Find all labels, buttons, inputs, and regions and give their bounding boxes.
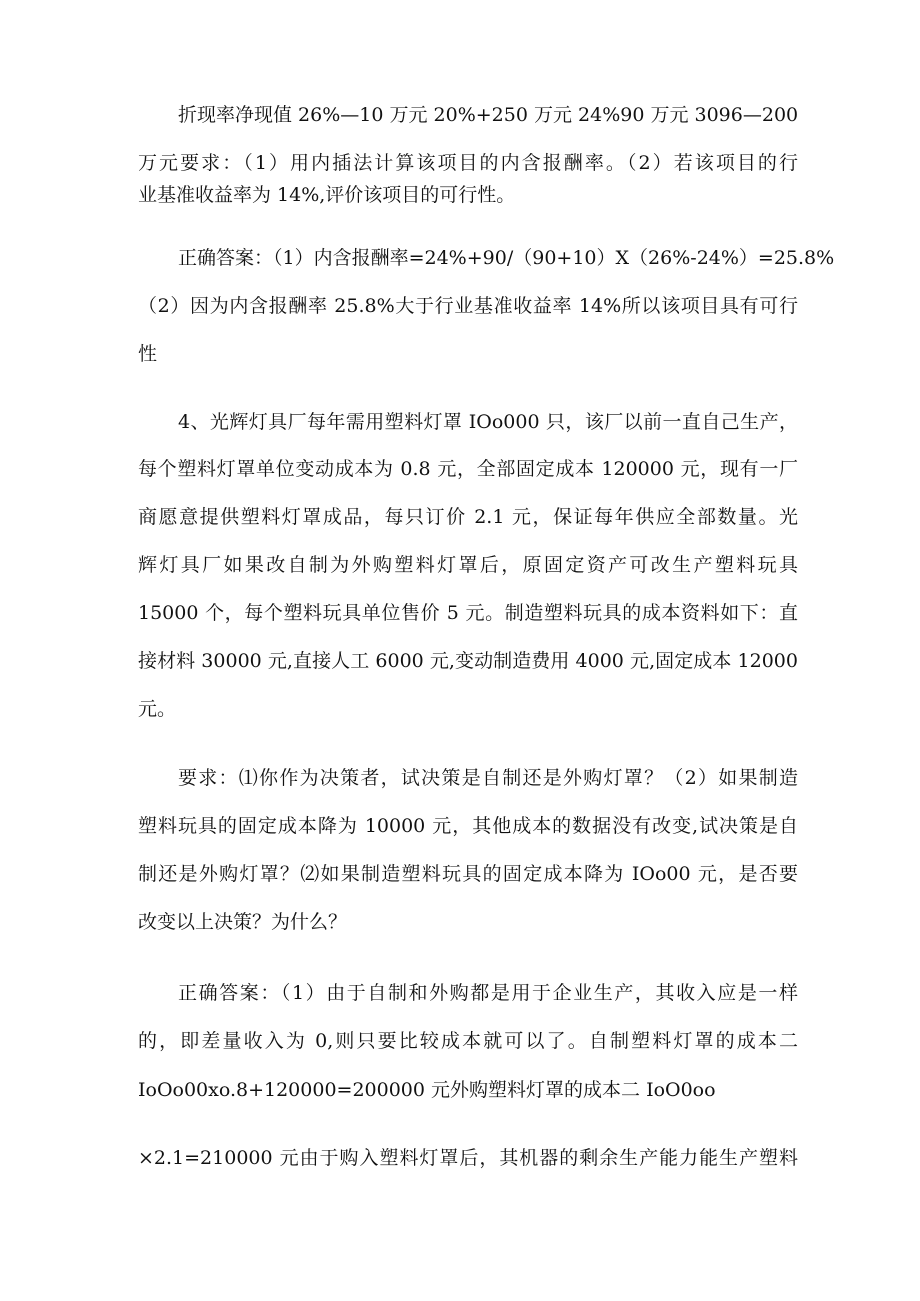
text-line: 折现率净现值 26%—10 万元 20%+250 万元 24%90 万元 3096—200 [178,104,799,126]
text-line: 元。 [138,698,177,720]
text-line: 的，即差量收入为 0,则只要比较成本就可以了。自制塑料灯罩的成本二 [138,1030,798,1052]
text-line: 15000 个，每个塑料玩具单位售价 5 元。制造塑料玩具的成本资料如下：直 [138,602,798,624]
text-line: 塑料玩具的固定成本降为 10000 元，其他成本的数据没有改变,试决策是自 [138,815,798,837]
text-line: ×2.1=210000 元由于购入塑料灯罩后，其机器的剩余生产能力能生产塑料 [138,1147,798,1169]
text-line: 改变以上决策？为什么？ [138,911,348,933]
text-line: 正确答案：（1）内含报酬率=24%+90/（90+10）X（26%-24%）=25.8% [178,247,835,269]
text-line: 要求：⑴你作为决策者，试决策是自制还是外购灯罩？（2）如果制造 [178,767,798,789]
text-line: IoOo00xo.8+120000=200000 元外购塑料灯罩的成本二 IoO0oo [138,1079,716,1101]
text-line: 制还是外购灯罩？⑵如果制造塑料玩具的固定成本降为 IOo00 元，是否要 [138,863,798,885]
text-line: 性 [138,343,158,365]
text-line: （2）因为内含报酬率 25.8%大于行业基准收益率 14%所以该项目具有可行 [138,295,798,317]
text-line: 接材料 30000 元,直接人工 6000 元,变动制造费用 4000 元,固定成本 12000 [138,650,798,672]
text-line: 每个塑料灯罩单位变动成本为 0.8 元，全部固定成本 120000 元，现有一厂 [138,458,798,480]
text-line: 辉灯具厂如果改自制为外购塑料灯罩后，原固定资产可改生产塑料玩具 [138,554,798,576]
text-line: 万元要求：（1）用内插法计算该项目的内含报酬率。（2）若该项目的行 [138,152,798,174]
text-line: 正确答案：（1）由于自制和外购都是用于企业生产，其收入应是一样 [178,982,798,1004]
text-line: 商愿意提供塑料灯罩成品，每只订价 2.1 元，保证每年供应全部数量。光 [138,506,798,528]
text-line: 4、光辉灯具厂每年需用塑料灯罩 IOo000 只，该厂以前一直自己生产， [178,411,798,433]
text-line: 业基准收益率为 14%,评价该项目的可行性。 [138,184,516,206]
